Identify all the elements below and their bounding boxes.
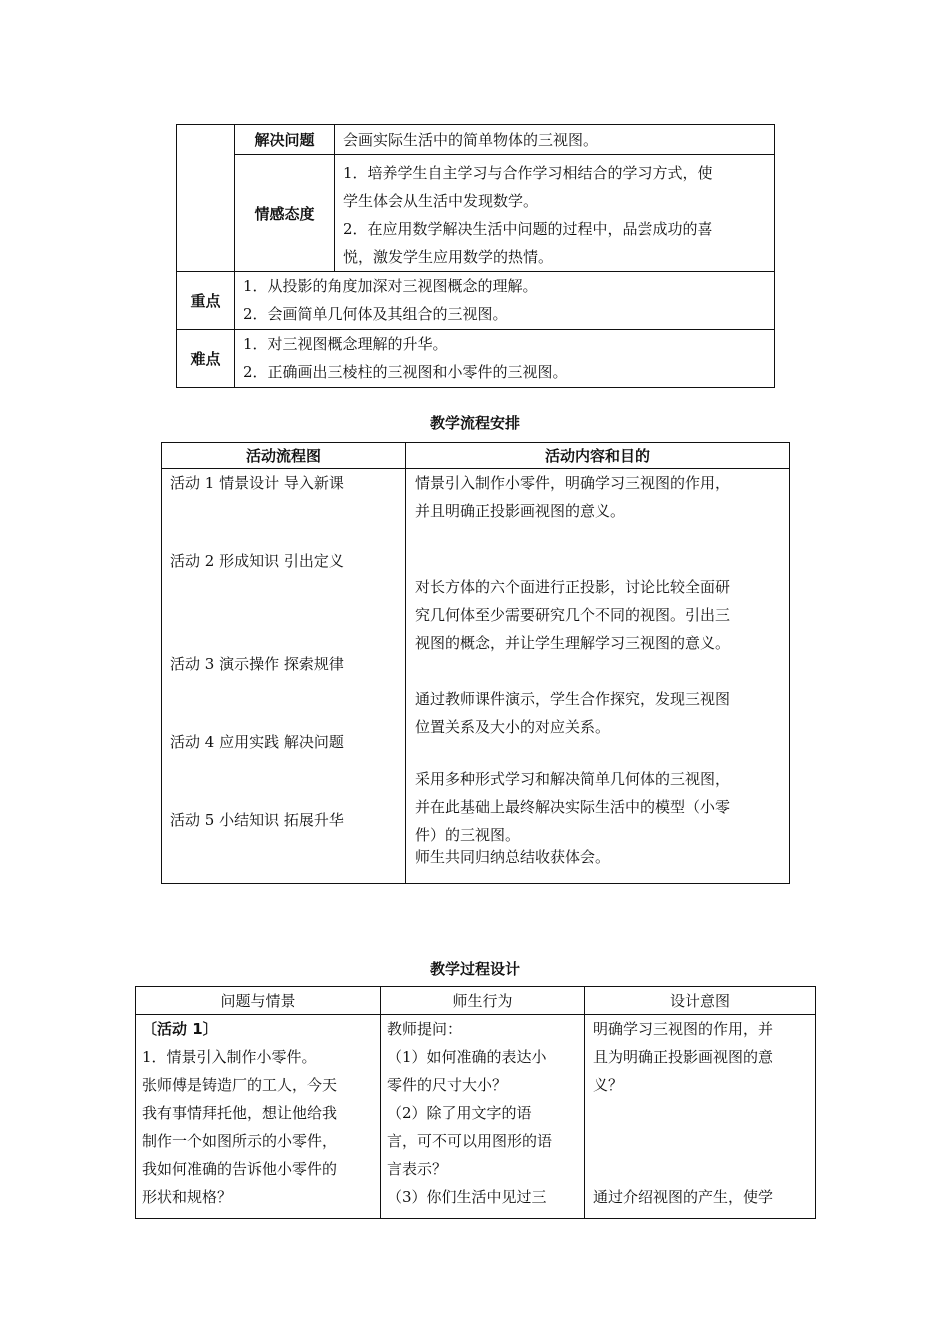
question-line: 我如何准确的告诉他小零件的 — [142, 1160, 338, 1178]
behavior-line: 言表示？ — [387, 1160, 448, 1178]
activity-content — [415, 573, 730, 657]
process-question-cell — [136, 1015, 381, 1219]
goal-text-attitude — [335, 155, 775, 272]
activity-item: 活动 4 应用实践 解决问题 — [170, 733, 344, 751]
behavior-line: （1）如何准确的表达小 — [387, 1048, 547, 1066]
content-line: 对长方体的六个面进行正投影，讨论比较全面研 — [415, 578, 731, 596]
process-header-behavior: 师生行为 — [381, 987, 585, 1015]
intent-line — [593, 1155, 815, 1183]
key-point-label: 重点 — [177, 272, 235, 330]
flow-activities-cell — [162, 469, 406, 884]
content-line: 师生共同归纳总结收获体会。 — [415, 848, 611, 866]
activity-item: 活动 1 情景设计 导入新课 — [170, 474, 344, 492]
attitude-line: 2．在应用数学解决生活中问题的过程中，品尝成功的喜 — [343, 220, 713, 238]
process-title: 教学过程设计 — [429, 960, 520, 978]
key-point-line: 2．会画简单几何体及其组合的三视图。 — [243, 305, 508, 323]
behavior-line: （2）除了用文字的语 — [387, 1104, 532, 1122]
difficult-point-text — [235, 330, 775, 388]
content-line: 究几何体至少需要研究几个不同的视图。引出三 — [415, 606, 731, 624]
difficult-point-line: 1．对三视图概念理解的升华。 — [243, 335, 448, 353]
attitude-line: 悦，激发学生应用数学的热情。 — [343, 248, 554, 266]
process-intent-cell — [585, 1015, 816, 1219]
flow-table — [161, 442, 790, 884]
flow-contents-cell — [406, 469, 790, 884]
activity-content — [415, 685, 730, 741]
activity-item: 活动 2 形成知识 引出定义 — [170, 552, 344, 570]
difficult-point-label: 难点 — [177, 330, 235, 388]
intent-line: 义？ — [593, 1076, 624, 1094]
content-line: 件）的三视图。 — [415, 826, 521, 844]
intent-line — [593, 1127, 815, 1155]
process-behavior-cell — [381, 1015, 585, 1219]
question-line: 1．情景引入制作小零件。 — [142, 1048, 317, 1066]
activity-item: 活动 5 小结知识 拓展升华 — [170, 811, 344, 829]
behavior-line: （3）你们生活中见过三 — [387, 1188, 547, 1206]
behavior-line: 言，可不可以用图形的语 — [387, 1132, 553, 1150]
content-line: 采用多种形式学习和解决简单几何体的三视图， — [415, 770, 731, 788]
flow-title: 教学流程安排 — [429, 414, 520, 432]
process-table — [135, 986, 816, 1219]
goal-label-attitude: 情感态度 — [235, 155, 335, 272]
question-line: 制作一个如图所示的小零件， — [142, 1132, 338, 1150]
goal-label-problem: 解决问题 — [235, 125, 335, 155]
content-line: 位置关系及大小的对应关系。 — [415, 718, 611, 736]
difficult-point-line: 2．正确画出三棱柱的三视图和小零件的三视图。 — [243, 363, 568, 381]
process-header-question: 问题与情景 — [136, 987, 381, 1015]
question-line: 形状和规格？ — [142, 1188, 233, 1206]
flow-header-chart: 活动流程图 — [162, 443, 406, 469]
activity-content — [415, 843, 610, 871]
intent-line — [593, 1099, 815, 1127]
goals-blank-cell — [177, 125, 235, 272]
content-line: 通过教师课件演示，学生合作探究，发现三视图 — [415, 690, 731, 708]
activity-content — [415, 765, 730, 849]
question-line: 我有事情拜托他，想让他给我 — [142, 1104, 338, 1122]
question-line: 张师傅是铸造厂的工人，今天 — [142, 1076, 338, 1094]
intent-line: 通过介绍视图的产生，使学 — [593, 1188, 774, 1206]
key-point-text — [235, 272, 775, 330]
intent-line: 明确学习三视图的作用，并 — [593, 1020, 774, 1038]
flow-header-content: 活动内容和目的 — [406, 443, 790, 469]
goals-table — [176, 124, 775, 388]
key-point-line: 1．从投影的角度加深对三视图概念的理解。 — [243, 277, 538, 295]
content-line: 并在此基础上最终解决实际生活中的模型（小零 — [415, 798, 731, 816]
attitude-line: 学生体会从生活中发现数学。 — [343, 192, 539, 210]
intent-line: 且为明确正投影画视图的意 — [593, 1048, 774, 1066]
activity-1-label: 〔活动 1〕 — [142, 1020, 218, 1038]
behavior-line: 教师提问： — [387, 1020, 463, 1038]
behavior-line: 零件的尺寸大小？ — [387, 1076, 508, 1094]
activity-item: 活动 3 演示操作 探索规律 — [170, 655, 344, 673]
activity-content — [415, 469, 730, 525]
content-line: 并且明确正投影画视图的意义。 — [415, 502, 626, 520]
goal-text-problem: 会画实际生活中的简单物体的三视图。 — [335, 125, 775, 155]
content-line: 情景引入制作小零件，明确学习三视图的作用， — [415, 474, 731, 492]
content-line: 视图的概念，并让学生理解学习三视图的意义。 — [415, 634, 731, 652]
attitude-line: 1．培养学生自主学习与合作学习相结合的学习方式，使 — [343, 164, 713, 182]
process-header-intent: 设计意图 — [585, 987, 816, 1015]
